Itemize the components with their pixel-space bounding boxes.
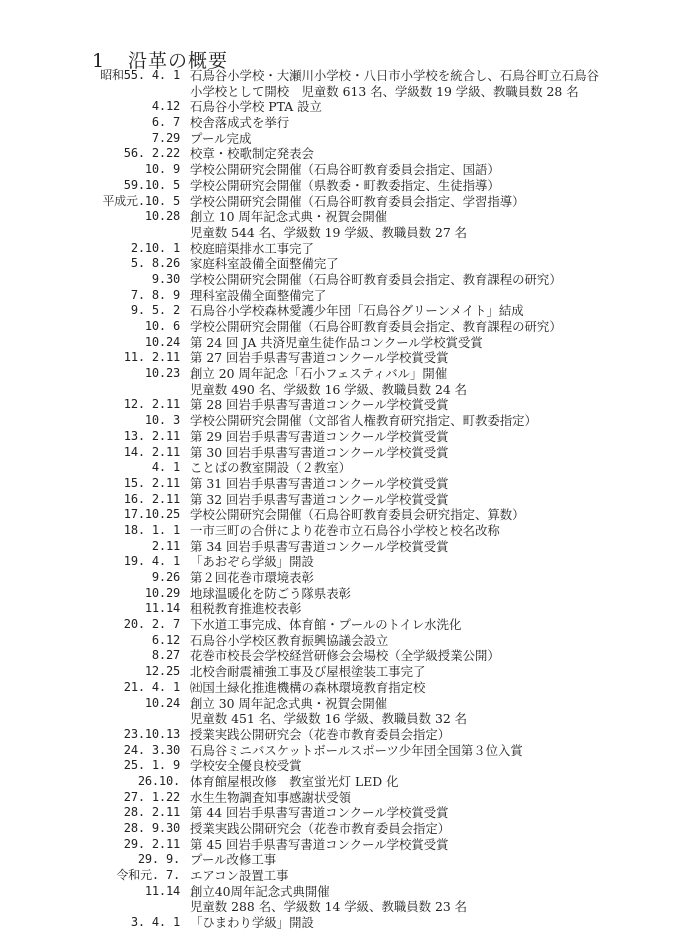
history-entry bbox=[0, 272, 690, 288]
entry-date: 25. 1. 9 bbox=[123, 758, 180, 773]
entry-date: 15. 2.11 bbox=[123, 475, 180, 490]
entry-text: 石鳥谷小学校区教育振興協議会設立 bbox=[190, 632, 389, 648]
history-entry bbox=[0, 554, 690, 570]
entry-text: ことばの教室開設（２教室） bbox=[190, 460, 352, 476]
entry-text: 第 29 回岩手県書写書道コンクール学校賞受賞 bbox=[190, 428, 449, 444]
entry-date: 23.10.13 bbox=[123, 726, 180, 741]
history-entry bbox=[0, 523, 690, 539]
entry-text: 第 30 回岩手県書写書道コンクール学校賞受賞 bbox=[190, 444, 449, 460]
entry-text: 児童数 288 名、学級数 14 学級、教職員数 23 名 bbox=[190, 899, 468, 915]
entry-text: 北校舎耐震補強工事及び屋根塗装工事完了 bbox=[190, 664, 426, 680]
entry-text: 創立 30 周年記念式典・祝賀会開催 bbox=[190, 695, 388, 711]
history-entry bbox=[0, 680, 690, 696]
entry-text: 授業実践公開研究会（花巻市教育委員会指定） bbox=[190, 821, 451, 836]
entry-date: 10. 3 bbox=[144, 413, 180, 428]
history-entry bbox=[0, 225, 690, 241]
entry-date: 28. 9.30 bbox=[123, 821, 180, 835]
entry-date: 11.14 bbox=[144, 883, 180, 898]
entry-text: プール完成 bbox=[190, 130, 252, 146]
history-entry bbox=[0, 664, 690, 680]
history-entry bbox=[0, 617, 690, 633]
entry-date: 19. 4. 1 bbox=[123, 554, 180, 569]
history-entry bbox=[0, 209, 690, 225]
entry-date: 昭和55. 4. 1 bbox=[100, 68, 180, 82]
history-entry bbox=[0, 884, 690, 900]
history-entry bbox=[0, 99, 690, 115]
entry-date: 14. 2.11 bbox=[123, 444, 180, 459]
history-entry bbox=[0, 586, 690, 602]
history-entry bbox=[0, 350, 690, 366]
history-entry bbox=[0, 397, 690, 413]
entry-date bbox=[0, 84, 190, 100]
history-entry bbox=[0, 146, 690, 162]
history-entry bbox=[0, 648, 690, 664]
history-entry bbox=[0, 476, 690, 492]
entry-text: 学校安全優良校受賞 bbox=[190, 758, 302, 774]
history-entry bbox=[0, 758, 690, 774]
history-entry bbox=[0, 601, 690, 617]
history-list bbox=[0, 68, 690, 931]
entry-text: 「あおぞら学級」開設 bbox=[190, 554, 314, 570]
entry-date: 2.10. 1 bbox=[130, 240, 180, 255]
entry-date: 18. 1. 1 bbox=[123, 522, 180, 537]
entry-text: 第 44 回岩手県書写書道コンクール学校賞受賞 bbox=[190, 805, 449, 821]
entry-date: 12.25 bbox=[144, 664, 180, 679]
entry-text: 学校公開研究会開催（石鳥谷町教育委員会指定、教育課程の研究） bbox=[190, 319, 562, 334]
entry-text: 第２回花巻市環境表彰 bbox=[190, 570, 314, 585]
entry-text: 花巻市校長会学校経営研修会会場校（全学級授業公開） bbox=[190, 648, 500, 664]
entry-text: 第 34 回岩手県書写書道コンクール学校賞受賞 bbox=[190, 538, 449, 554]
entry-text: 児童数 490 名、学級数 16 学級、教職員数 24 名 bbox=[190, 381, 468, 397]
history-entry bbox=[0, 805, 690, 821]
entry-text: 創立40周年記念式典開催 bbox=[190, 883, 330, 899]
entry-date: 13. 2.11 bbox=[123, 428, 180, 443]
history-entry bbox=[0, 899, 690, 915]
entry-date: 5. 8.26 bbox=[130, 256, 180, 271]
entry-date: 3. 4. 1 bbox=[130, 915, 180, 930]
history-entry bbox=[0, 539, 690, 555]
history-entry bbox=[0, 915, 690, 931]
entry-text: 授業実践公開研究会（花巻市教育委員会指定） bbox=[190, 726, 451, 742]
section-title: 沿革の概要 bbox=[128, 50, 229, 72]
entry-text: 校庭暗渠排水工事完了 bbox=[190, 240, 314, 256]
entry-date: 6.12 bbox=[151, 632, 180, 647]
entry-text: 第 28 回岩手県書写書道コンクール学校賞受賞 bbox=[190, 397, 449, 413]
entry-text: 学校公開研究会開催（石鳥谷町教育委員会研究指定、算数） bbox=[190, 507, 525, 523]
history-entry bbox=[0, 852, 690, 868]
history-entry bbox=[0, 790, 690, 806]
entry-date: 9.26 bbox=[151, 570, 180, 584]
entry-date: 12. 2.11 bbox=[123, 397, 180, 412]
entry-date: 9. 5. 2 bbox=[130, 303, 180, 318]
history-entry bbox=[0, 696, 690, 712]
entry-text: 学校公開研究会開催（石鳥谷町教育委員会指定、国語） bbox=[190, 162, 500, 178]
entry-date: 59.10. 5 bbox=[123, 177, 180, 192]
entry-date: 2.11 bbox=[151, 538, 180, 553]
history-entry bbox=[0, 84, 690, 100]
entry-text: プール改修工事 bbox=[190, 852, 277, 868]
entry-date: 29. 2.11 bbox=[123, 836, 180, 851]
entry-text: 校舎落成式を挙行 bbox=[190, 115, 290, 131]
entry-text: 一市三町の合併により花巻市立石鳥谷小学校と校名改称 bbox=[190, 522, 500, 538]
history-entry bbox=[0, 837, 690, 853]
history-entry bbox=[0, 366, 690, 382]
entry-date bbox=[0, 711, 190, 727]
entry-date bbox=[0, 225, 190, 241]
entry-date: 令和元. 7. bbox=[116, 868, 180, 883]
history-entry bbox=[0, 115, 690, 131]
entry-date: 29. 9. bbox=[137, 852, 180, 867]
entry-text: 小学校として開校 児童数 613 名、学級数 19 学級、教職員数 28 名 bbox=[190, 83, 579, 99]
entry-date bbox=[0, 382, 190, 398]
history-entry bbox=[0, 633, 690, 649]
entry-date: 28. 2.11 bbox=[123, 805, 180, 820]
history-entry bbox=[0, 429, 690, 445]
entry-date: 20. 2. 7 bbox=[123, 617, 180, 632]
entry-text: 学校公開研究会開催（県教委・町教委指定、生徒指導） bbox=[190, 177, 500, 193]
entry-text: 石鳥谷小学校 PTA 設立 bbox=[190, 99, 322, 115]
history-entry bbox=[0, 303, 690, 319]
entry-text: 下水道工事完成、体育館・プールのトイレ水洗化 bbox=[190, 617, 462, 633]
entry-text: 石鳥谷小学校森林愛護少年団「石鳥谷グリーンメイト」結成 bbox=[190, 303, 524, 319]
entry-date: 10. 6 bbox=[144, 319, 180, 333]
history-entry bbox=[0, 194, 690, 210]
history-entry bbox=[0, 413, 690, 429]
history-entry bbox=[0, 68, 690, 84]
entry-date: 7. 8. 9 bbox=[130, 287, 180, 302]
history-entry bbox=[0, 727, 690, 743]
entry-text: 創立 10 周年記念式典・祝賀会開催 bbox=[190, 209, 388, 225]
history-entry bbox=[0, 460, 690, 476]
entry-date: 26.10. bbox=[137, 773, 180, 788]
history-entry bbox=[0, 382, 690, 398]
entry-text: 第 32 回岩手県書写書道コンクール学校賞受賞 bbox=[190, 491, 449, 507]
entry-date: 6. 7 bbox=[151, 115, 180, 130]
entry-text: 第 27 回岩手県書写書道コンクール学校賞受賞 bbox=[190, 350, 449, 366]
entry-date: 7.29 bbox=[151, 130, 180, 145]
entry-date: 10.24 bbox=[144, 334, 180, 349]
entry-date: 11. 2.11 bbox=[123, 350, 180, 365]
entry-text: エアコン設置工事 bbox=[190, 868, 289, 884]
entry-date: 17.10.25 bbox=[123, 507, 180, 522]
entry-date: 56. 2.22 bbox=[123, 146, 180, 161]
entry-text: 第 24 回 JA 共済児童生徒作品コンクール学校賞受賞 bbox=[190, 334, 483, 350]
entry-text: 校章・校歌制定発表会 bbox=[190, 146, 314, 162]
history-entry bbox=[0, 288, 690, 304]
history-entry bbox=[0, 319, 690, 335]
history-entry bbox=[0, 256, 690, 272]
history-entry bbox=[0, 868, 690, 884]
entry-date: 10.23 bbox=[144, 366, 180, 381]
entry-text: 「ひまわり学級」開設 bbox=[190, 915, 314, 931]
entry-text: 創立 20 周年記念「石小フェスティバル」開催 bbox=[190, 366, 448, 382]
entry-text: 家庭科室設備全面整備完了 bbox=[190, 256, 339, 272]
entry-text: 学校公開研究会開催（文部省人権教育研究指定、町教委指定） bbox=[190, 413, 537, 429]
history-entry bbox=[0, 492, 690, 508]
history-entry bbox=[0, 507, 690, 523]
entry-date: 10.28 bbox=[144, 209, 180, 224]
entry-date: 24. 3.30 bbox=[123, 742, 180, 757]
history-entry bbox=[0, 445, 690, 461]
entry-date: 10.24 bbox=[144, 695, 180, 710]
history-entry bbox=[0, 821, 690, 837]
entry-text: 石鳥谷ミニバスケットボールスポーツ少年団全国第３位入賞 bbox=[190, 742, 523, 758]
entry-date: 4. 1 bbox=[151, 460, 180, 475]
section-number: 1 bbox=[92, 50, 106, 72]
entry-date: 8.27 bbox=[151, 648, 180, 663]
history-entry bbox=[0, 241, 690, 257]
entry-date: 4.12 bbox=[151, 99, 180, 114]
entry-date: 平成元.10. 5 bbox=[102, 193, 180, 208]
history-entry bbox=[0, 774, 690, 790]
entry-text: 児童数 451 名、学級数 16 学級、教職員数 32 名 bbox=[190, 711, 468, 727]
history-entry bbox=[0, 743, 690, 759]
history-entry bbox=[0, 178, 690, 194]
entry-text: ㈳国土緑化推進機構の森林環境教育指定校 bbox=[190, 679, 426, 695]
entry-text: 学校公開研究会開催（石鳥谷町教育委員会指定、教育課程の研究） bbox=[190, 271, 562, 287]
entry-text: 学校公開研究会開催（石鳥谷町教育委員会指定、学習指導） bbox=[190, 193, 525, 209]
entry-date: 10.29 bbox=[144, 585, 180, 600]
entry-date: 10. 9 bbox=[144, 162, 180, 177]
entry-text: 地球温暖化を防ごう隊県表彰 bbox=[190, 585, 352, 601]
history-entry bbox=[0, 570, 690, 586]
entry-date: 21. 4. 1 bbox=[123, 679, 180, 694]
history-entry bbox=[0, 711, 690, 727]
entry-text: 体育館屋根改修 教室蛍光灯 LED 化 bbox=[190, 773, 399, 789]
entry-date: 27. 1.22 bbox=[123, 789, 180, 804]
entry-text: 水生生物調査知事感謝状受領 bbox=[190, 789, 352, 805]
entry-date: 16. 2.11 bbox=[123, 491, 180, 506]
entry-date: 9.30 bbox=[151, 271, 180, 286]
history-entry bbox=[0, 162, 690, 178]
entry-date: 11.14 bbox=[144, 601, 180, 616]
entry-date bbox=[0, 899, 190, 915]
entry-text: 理科室設備全面整備完了 bbox=[190, 287, 327, 303]
entry-text: 第 45 回岩手県書写書道コンクール学校賞受賞 bbox=[190, 836, 449, 852]
entry-text: 石鳥谷小学校・大瀬川小学校・八日市小学校を統合し、石鳥谷町立石鳥谷 bbox=[190, 68, 599, 83]
entry-text: 第 31 回岩手県書写書道コンクール学校賞受賞 bbox=[190, 475, 449, 491]
entry-text: 租税教育推進校表彰 bbox=[190, 601, 302, 617]
history-entry bbox=[0, 131, 690, 147]
entry-text: 児童数 544 名、学級数 19 学級、教職員数 27 名 bbox=[190, 224, 468, 240]
history-entry bbox=[0, 335, 690, 351]
